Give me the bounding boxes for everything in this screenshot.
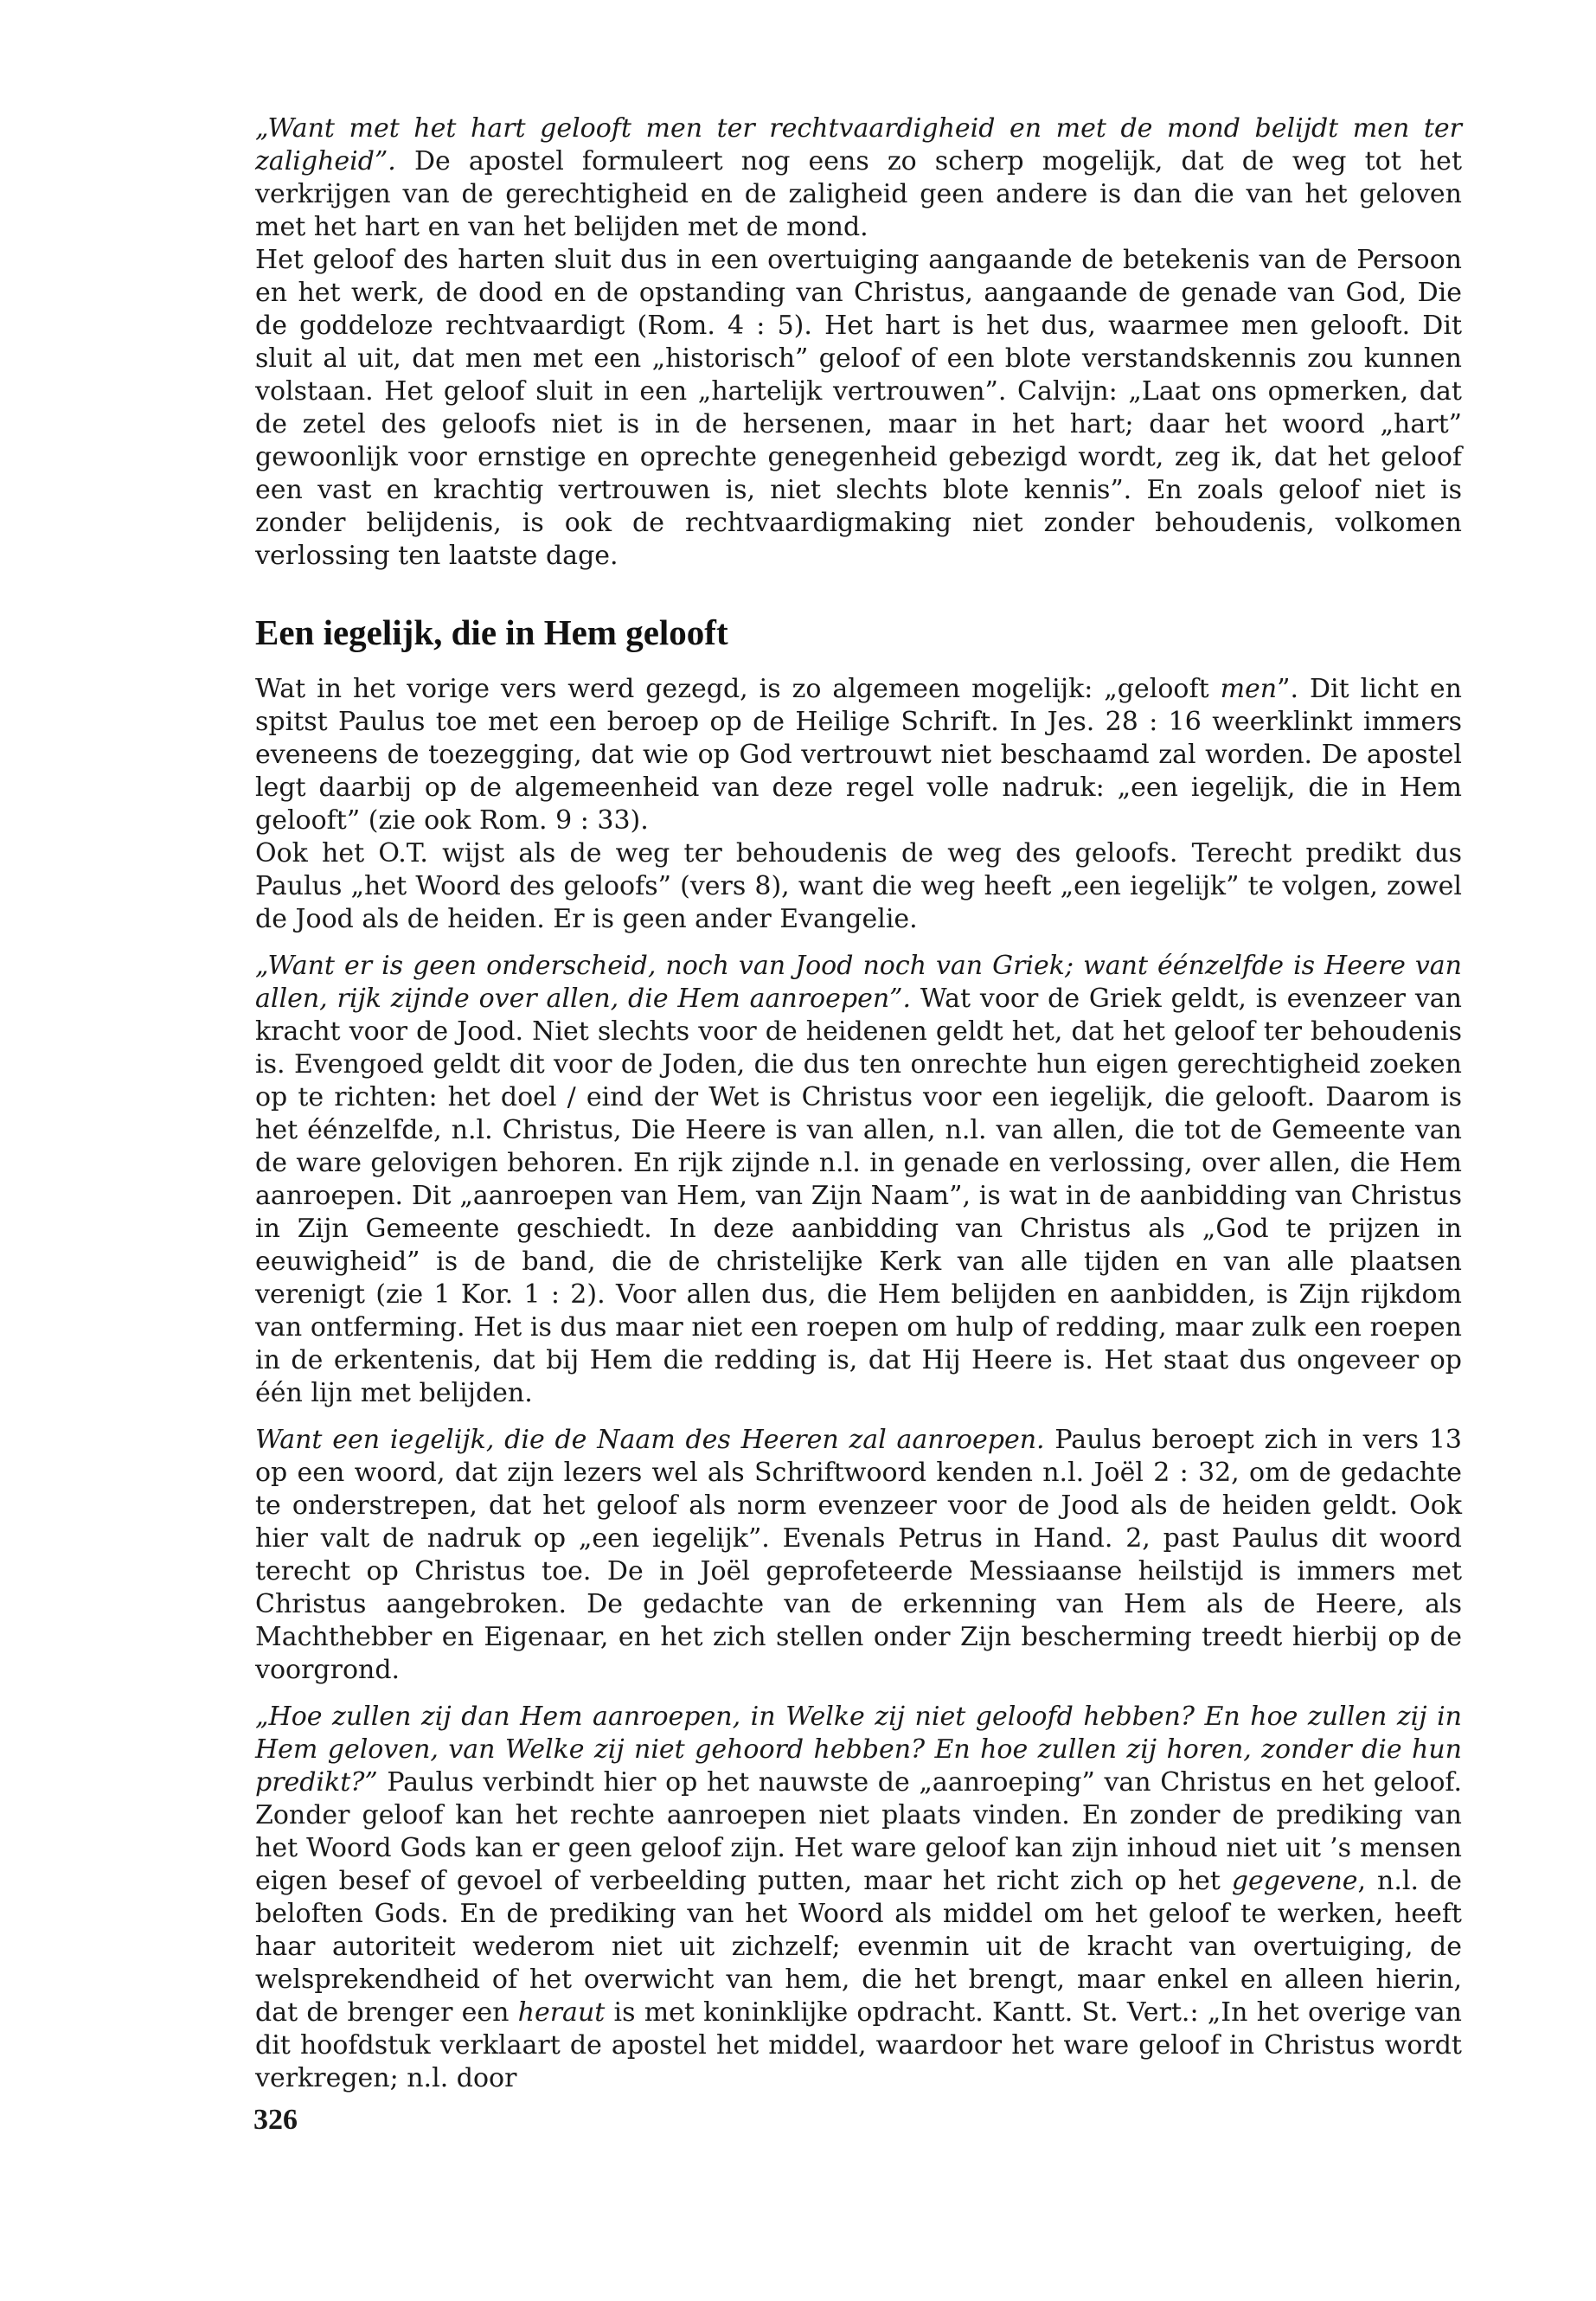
scripture-quote: „Want er is geen onderscheid, noch van Jood noch van Griek; want éénzelfde is Heere van allen, rijk zijnde over allen, die Hem aanroepen”. (255, 951, 1462, 1014)
scripture-quote: „Hoe zullen zij dan Hem aanroepen, in Welke zij niet geloofd hebben? En hoe zullen zij in Hem geloven, van Welke zij niet gehoord hebben? En hoe zullen zij horen, zonder die hun predikt?” (255, 1702, 1462, 1798)
page-number: 326 (253, 2104, 298, 2136)
paragraph-2: Het geloof des harten sluit dus in een overtuiging aangaande de betekenis van de Persoon en het werk, de dood en de opstanding van Christus, aangaande de genade van God, Die de goddeloze rechtvaardigt (Rom. 4 : 5). Het hart is het dus, waarmee men gelooft. Dit sluit al uit, dat men met een „historisch” geloof of een blote verstandskennis zou kunnen volstaan. Het geloof sluit in een „hartelijk vertrouwen”. Calvijn: „Laat ons opmerken, dat de zetel des geloofs niet is in de hersenen, maar in het hart; daar het woord „hart” gewoonlijk voor ernstige en oprechte genegenheid gebezigd wordt, zeg ik, dat het geloof een vast en krachtig vertrouwen is, niet slechts blote kennis”. En zoals geloof niet is zonder belijdenis, is ook de rechtvaardigmaking niet zonder behoudenis, volkomen verlossing ten laatste dage. (255, 245, 1462, 571)
emphasis: heraut (517, 1997, 606, 2028)
paragraph-3: Wat in het vorige vers werd gezegd, is zo algemeen mogelijk: „gelooft men”. Dit licht en spitst Paulus toe met een beroep op de Heilige Schrift. In Jes. 28 : 16 weerklinkt immers eveneens de toezegging, dat wie op God vertrouwt niet beschaamd zal worden. De apostel legt daarbij op de algemeenheid van deze regel volle nadruk: „een iegelijk, die in Hem gelooft” (zie ook Rom. 9 : 33). (255, 674, 1462, 836)
emphasis: men (1220, 674, 1278, 704)
page-body (255, 112, 1462, 2095)
section-heading: Een iegelijk, die in Hem gelooft (255, 612, 728, 652)
scripture-quote: Want een iegelijk, die de Naam des Heeren zal aanroepen. (255, 1425, 1045, 1455)
paragraph-7: „Hoe zullen zij dan Hem aanroepen, in Welke zij niet geloofd hebben? En hoe zullen zij in Hem geloven, van Welke zij niet gehoord hebben? En hoe zullen zij horen, zonder die hun predikt?” Paulus verbindt hier op het nauwste de „aanroeping” van Christus en het geloof. Zonder geloof kan het rechte aanroepen niet plaats vinden. En zonder de prediking van het Woord Gods kan er geen geloof zijn. Het ware geloof kan zijn inhoud niet uit ’s mensen eigen besef of gevoel of verbeelding putten, maar het richt zich op het gegevene, n.l. de beloften Gods. En de prediking van het Woord als middel om het geloof te werken, heeft haar autoriteit wederom niet uit zichzelf; evenmin uit de kracht van overtuiging, de welsprekendheid of het overwicht van hem, die het brengt, maar enkel en alleen hierin, dat de brenger een heraut is met koninklijke opdracht. Kantt. St. Vert.: „In het overige van dit hoofdstuk verklaart de apostel het middel, waardoor het ware geloof in Christus wordt verkregen; n.l. door (255, 1702, 1462, 2093)
paragraph-4: Ook het O.T. wijst als de weg ter behoudenis de weg des geloofs. Terecht predikt dus Paulus „het Woord des geloofs” (vers 8), want die weg heeft „een iegelijk” te volgen, zowel de Jood als de heiden. Er is geen ander Evangelie. (255, 838, 1462, 934)
commentary-text: Wat voor de Griek geldt, is evenzeer van kracht voor de Jood. Niet slechts voor de heidenen geldt het, dat het geloof ter behoudenis is. Evengoed geldt dit voor de Joden, die dus ten onrechte hun eigen gerechtigheid zoeken op te richten: het doel / eind der Wet is Christus voor een iegelijk, die gelooft. Daarom is het éénzelfde, n.l. Christus, Die Heere is van allen, n.l. van allen, die tot de Gemeente van de ware gelovigen behoren. En rijk zijnde n.l. in genade en verlossing, over allen, die Hem aanroepen. Dit „aanroepen van Hem, van Zijn Naam”, is wat in de aanbidding van Christus in Zijn Gemeente geschiedt. In deze aanbidding van Christus als „God te prijzen in eeuwigheid” is de band, die de christelijke Kerk van alle tijden en van alle plaatsen verenigt (zie 1 Kor. 1 : 2). Voor allen dus, die Hem belijden en aanbidden, is Zijn rijkdom van ontferming. Het is dus maar niet een roepen om hulp of redding, maar zulk een roepen in de erkentenis, dat bij Hem die redding is, dat Hij Heere is. Het staat dus ongeveer op één lijn met belijden. (255, 984, 1462, 1408)
scripture-quote: „Want met het hart gelooft men ter rechtvaardigheid en met de mond belijdt men ter zaligheid”. (255, 113, 1462, 176)
paragraph-6 (255, 1424, 1462, 1687)
commentary-text: Paulus beroept zich in vers 13 op een woord, dat zijn lezers wel als Schriftwoord kenden n.l. Joël 2 : 32, om de gedachte te onderstrepen, dat het geloof als norm evenzeer voor de Jood als de heiden geldt. Ook hier valt de nadruk op „een iegelijk”. Evenals Petrus in Hand. 2, past Paulus dit woord terecht op Christus toe. De in Joël geprofeteerde Messiaanse heilstijd is immers met Christus aangebroken. De gedachte van de erkenning van Hem als de Heere, als Machthebber en Eigenaar, en het zich stellen onder Zijn bescherming treedt hierbij op de voorgrond. (255, 1425, 1463, 1685)
emphasis: gegevene (1231, 1866, 1358, 1896)
paragraph-1 (255, 112, 1462, 244)
paragraph-5 (255, 950, 1462, 1410)
commentary-text: De apostel formuleert nog eens zo scherp mogelijk, dat de weg tot het verkrijgen van de gerechtigheid en de zaligheid geen andere is dan die van het geloven met het hart en van het belijden met de mond. (255, 146, 1462, 242)
